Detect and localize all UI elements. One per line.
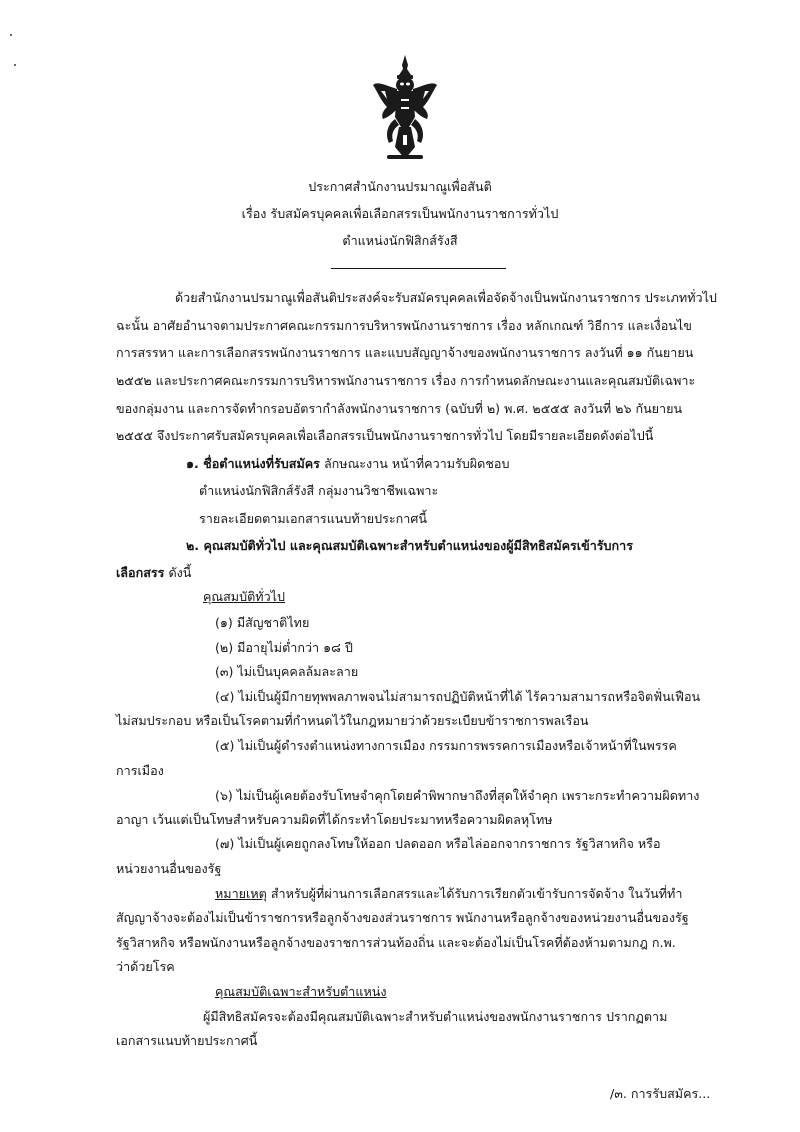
note-line: รัฐวิสาหกิจ หรือพนักงานหรือลูกจ้างของราชการส่วนท้องถิ่น และจะต้องไม่เป็นโรคที่ต้องห้ามตามกฎ ก.พ. xyxy=(116,935,676,950)
note-label: หมายเหตุ xyxy=(215,886,267,901)
section2-heading-rest: ดังนี้ xyxy=(164,565,192,580)
section1-heading-bold: ๑. ชื่อตำแหน่งที่รับสมัคร xyxy=(186,456,320,471)
note-text: สำหรับผู้ที่ผ่านการเลือกสรรและได้รับการเรียกตัวเข้ารับการจัดจ้าง ในวันที่ทำ xyxy=(266,886,683,901)
announcement-position: ตำแหน่งนักฟิสิกส์รังสี xyxy=(342,233,458,248)
qualification-item-cont: หน่วยงานอื่นของรัฐ xyxy=(116,861,222,876)
specific-qualifications-title: คุณสมบัติเฉพาะสำหรับตำแหน่ง xyxy=(215,984,387,999)
section1-position-line: ตำแหน่งนักฟิสิกส์รังสี กลุ่มงานวิชาชีพเฉพาะ xyxy=(199,483,439,498)
qualification-item: (๒) มีอายุไม่ต่ำกว่า ๑๘ ปี xyxy=(215,640,353,655)
section1-detail-line: รายละเอียดตามเอกสารแนบท้ายประกาศนี้ xyxy=(199,511,427,526)
general-qualifications-title: คุณสมบัติทั่วไป xyxy=(203,589,285,604)
intro-line: ฉะนั้น อาศัยอำนาจตามประกาศคณะกรรมการบริหารพนักงานราชการ เรื่อง หลักเกณฑ์ วิธีการ และเงื่อนไข xyxy=(116,318,692,333)
intro-line: การสรรหา และการเลือกสรรพนักงานราชการ และแบบสัญญาจ้างของพนักงานราชการ ลงวันที่ ๑๑ กันยายน xyxy=(116,345,694,360)
announcement-title: ประกาศสำนักงานปรมาณูเพื่อสันติ xyxy=(308,179,492,194)
qualification-item-cont: อาญา เว้นแต่เป็นโทษสำหรับความผิดที่ได้กระทำโดยประมาทหรือความผิดลหุโทษ xyxy=(116,812,553,827)
specific-line: เอกสารแนบท้ายประกาศนี้ xyxy=(116,1033,258,1048)
note-line: ว่าด้วยโรค xyxy=(116,959,175,974)
qualification-item: (๔) ไม่เป็นผู้มีกายทุพพลภาพจนไม่สามารถปฏิบัติหน้าที่ได้ ไร้ความสามารถหรือจิตฟั่นเฟือน xyxy=(215,689,701,704)
qualification-item: (๓) ไม่เป็นบุคคลล้มละลาย xyxy=(215,664,359,679)
qualification-item-cont: การเมือง xyxy=(116,763,164,778)
scan-speck xyxy=(14,64,16,66)
intro-line: ด้วยสำนักงานปรมาณูเพื่อสันติประสงค์จะรับสมัครบุคคลเพื่อจัดจ้างเป็นพนักงานราชการ ประเภททั่วไป xyxy=(175,290,717,305)
intro-line: ๒๕๕๕ จึงประกาศรับสมัครบุคคลเพื่อเลือกสรรเป็นพนักงานราชการทั่วไป โดยมีรายละเอียดดังต่อไปนี้ xyxy=(116,428,654,443)
section2-heading-bold: เลือกสรร xyxy=(116,565,165,580)
note-line: สัญญาจ้างจะต้องไม่เป็นข้าราชการหรือลูกจ้างของส่วนราชการ พนักงานหรือลูกจ้างของหน่วยงานอื่นของรัฐ xyxy=(116,910,689,925)
intro-line: ของกลุ่มงาน และการจัดทำกรอบอัตรากำลังพนักงานราชการ (ฉบับที่ ๒) พ.ศ. ๒๕๕๕ ลงวันที่ ๒๖ กันยายน xyxy=(116,401,683,416)
qualification-item: (๕) ไม่เป็นผู้ดำรงตำแหน่งทางการเมือง กรรมการพรรคการเมืองหรือเจ้าหน้าที่ในพรรค xyxy=(215,738,677,753)
section2-heading-cont xyxy=(116,564,191,582)
section1-heading-rest: ลักษณะงาน หน้าที่ความรับผิดชอบ xyxy=(319,456,510,471)
qualification-item: (๗) ไม่เป็นผู้เคยถูกลงโทษให้ออก ปลดออก หรือไล่ออกจากราชการ รัฐวิสาหกิจ หรือ xyxy=(215,836,661,851)
qualification-item: (๖) ไม่เป็นผู้เคยต้องรับโทษจำคุกโดยคำพิพากษาถึงที่สุดให้จำคุก เพราะกระทำความผิดทาง xyxy=(215,788,700,803)
garuda-emblem xyxy=(373,55,437,163)
section1-heading xyxy=(186,455,509,473)
qualification-item-cont: ไม่สมประกอบ หรือเป็นโรคตามที่กำหนดไว้ในกฎหมายว่าด้วยระเบียบข้าราชการพลเรือน xyxy=(116,713,589,728)
intro-line: ๒๕๕๒ และประกาศคณะกรรมการบริหารพนักงานราชการ เรื่อง การกำหนดลักษณะงานและคุณสมบัติเฉพาะ xyxy=(116,373,696,388)
section2-heading: ๒. คุณสมบัติทั่วไป และคุณสมบัติเฉพาะสำหรับตำแหน่งของผู้มีสิทธิสมัครเข้ารับการ xyxy=(186,538,634,553)
announcement-subject: เรื่อง รับสมัครบุคคลเพื่อเลือกสรรเป็นพนักงานราชการทั่วไป xyxy=(241,206,559,221)
specific-line: ผู้มีสิทธิสมัครจะต้องมีคุณสมบัติเฉพาะสำหรับตำแหน่งของพนักงานราชการ ปรากฏตาม xyxy=(203,1009,668,1024)
qualification-item: (๑) มีสัญชาติไทย xyxy=(215,615,310,630)
title-divider xyxy=(331,268,506,269)
page-continuation: /๓. การรับสมัคร... xyxy=(610,1086,711,1101)
scan-speck xyxy=(10,34,12,36)
note-line xyxy=(215,885,682,903)
